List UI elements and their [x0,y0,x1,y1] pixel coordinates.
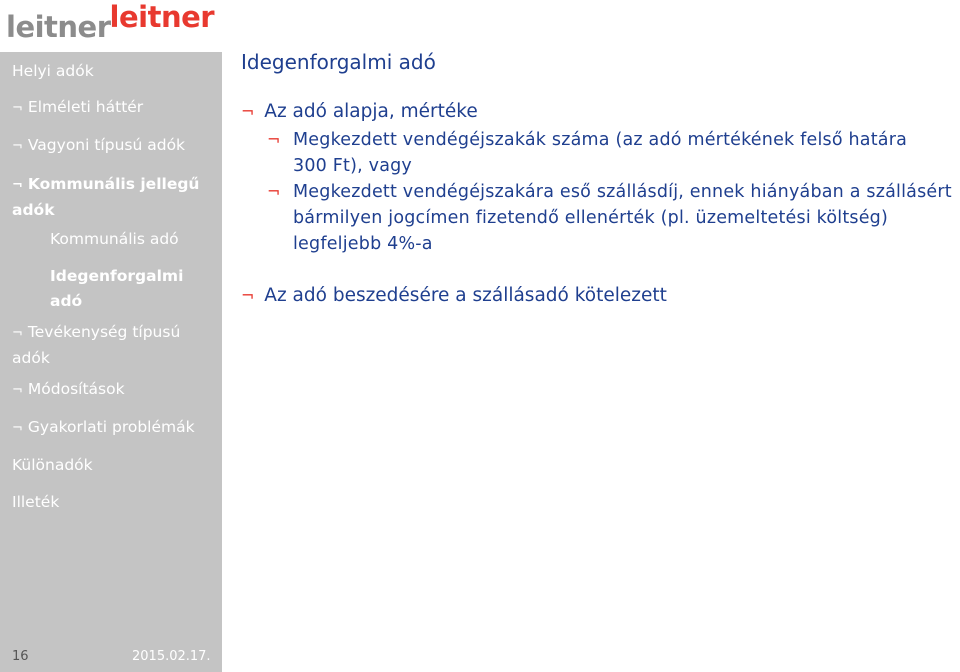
bullet-point-1-text: Az adó alapja, mértéke [264,101,478,122]
bullet-icon: ¬ [12,101,23,116]
sub-bullet-2 [267,179,957,257]
sidebar-heading-helyi-adok[interactable]: Helyi adók [12,62,94,80]
bullet-point-1 [241,101,478,122]
page-title: Idegenforgalmi adó [241,50,436,74]
bullet-point-2 [241,285,667,306]
bullet-icon: ¬ [12,421,23,436]
sidebar-item-label-cont: adók [12,201,55,219]
slide-date: 2015.02.17. [132,649,211,664]
bullet-point-2-text: Az adó beszedésére a szállásadó kötelezett [264,285,667,306]
sidebar-item-label: Tevékenység típusú [27,323,181,341]
sidebar-subitem-kommunalis-ado[interactable] [50,226,179,252]
sidebar-subitem-idegenforgalmi-ado[interactable] [50,264,183,314]
sub-bullet-2-text: Megkezdett vendégéjszakára eső szállásdíj, ennek hiányában a szállásért bármilyen jogcímen fizetendő ellenérték (pl. üzemeltetési költség) legfeljebb 4%-a [293,182,952,254]
sidebar-item-tevekenyseg-tipusu-adok[interactable] [12,320,180,371]
sidebar [0,52,222,672]
sub-bullet-1-text: Megkezdett vendégéjszakák száma (az adó mértékének felső határa 300 Ft), vagy [293,130,908,176]
bullet-icon: ¬ [12,383,23,398]
sidebar-item-label: Idegenforgalmi [50,267,184,285]
sidebar-item-label: Elméleti háttér [27,98,144,116]
logo-text-red: leitner [109,0,215,34]
logo-text-gray: leitner [6,10,111,44]
bullet-icon: ¬ [241,286,255,305]
page-number: 16 [12,649,29,664]
sub-bullet-1 [267,127,927,179]
sidebar-item-label-cont: adók [12,349,50,367]
sidebar-heading-kulonadok[interactable]: Különadók [12,456,93,474]
bullet-icon: ¬ [241,102,255,121]
sidebar-item-kommunalis-jellegu-adok[interactable] [12,172,199,223]
sidebar-item-elmeleti-hatter[interactable] [12,94,143,122]
sidebar-item-label: Gyakorlati problémák [27,418,195,436]
sidebar-item-gyakorlati-problemak[interactable] [12,414,195,442]
sidebar-item-modositasok[interactable] [12,376,125,404]
sidebar-item-label-cont: adó [50,292,83,310]
sidebar-item-label: Vagyoni típusú adók [27,136,186,154]
bullet-icon: ¬ [12,326,23,341]
bullet-icon: ¬ [12,178,23,193]
logo [6,2,214,42]
bullet-icon: ¬ [267,182,281,201]
bullet-icon: ¬ [12,139,23,154]
sidebar-item-label: Módosítások [27,380,125,398]
sidebar-heading-illetek[interactable]: Illeték [12,493,60,511]
sidebar-item-label: Kommunális adó [50,230,179,248]
sidebar-item-label: Kommunális jellegű [27,175,200,193]
sidebar-item-vagyoni-tipusu-adok[interactable] [12,132,185,160]
bullet-icon: ¬ [267,130,281,149]
